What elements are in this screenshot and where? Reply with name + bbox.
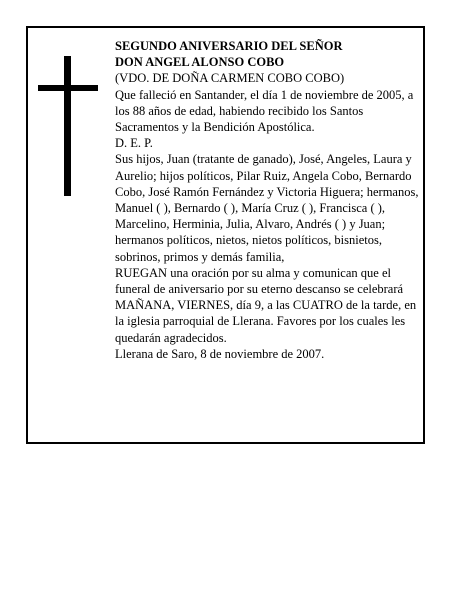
cross-icon xyxy=(64,56,71,196)
dep-line: D. E. P. xyxy=(115,136,153,151)
request-paragraph: RUEGAN una oración por su alma y comunican que el funeral de aniversario por su eterno descanso se celebrará MAÑANA, VIERNES, día 9, a las CUATRO de la tarde, en la iglesia parroquial de Llerana. Favores por los cuales les quedarán agradecidos. xyxy=(115,265,417,345)
obituary-text xyxy=(115,38,421,362)
notice-title-line1: SEGUNDO ANIVERSARIO DEL SEÑOR xyxy=(115,39,343,53)
place-date-line: Llerana de Saro, 8 de noviembre de 2007. xyxy=(115,346,325,361)
family-paragraph: Sus hijos, Juan (tratante de ganado), José, Angeles, Laura y Aurelio; hijos políticos, Pilar Ruiz, Angela Cobo, Bernardo Cobo, José Ramón Fernández y Victoria Higuera; hermanos, Manuel ( ), Bernardo ( ), María Cruz ( ), Francisca ( ), Marcelino, Herminia, Julia, Alvaro, Andrés ( ) y Juan; hermanos políticos, nietos, nietos políticos, bisnietos, sobrinos, primos y demás familia, xyxy=(115,152,419,264)
cross-icon-bar xyxy=(38,85,98,91)
death-paragraph: Que falleció en Santander, el día 1 de noviembre de 2005, a los 88 años de edad, habiendo recibido los Santos Sacramentos y la Bendición Apostólica. xyxy=(115,87,414,135)
notice-title-line2: DON ANGEL ALONSO COBO xyxy=(115,55,285,70)
widower-line: (VDO. DE DOÑA CARMEN COBO COBO) xyxy=(115,71,345,86)
